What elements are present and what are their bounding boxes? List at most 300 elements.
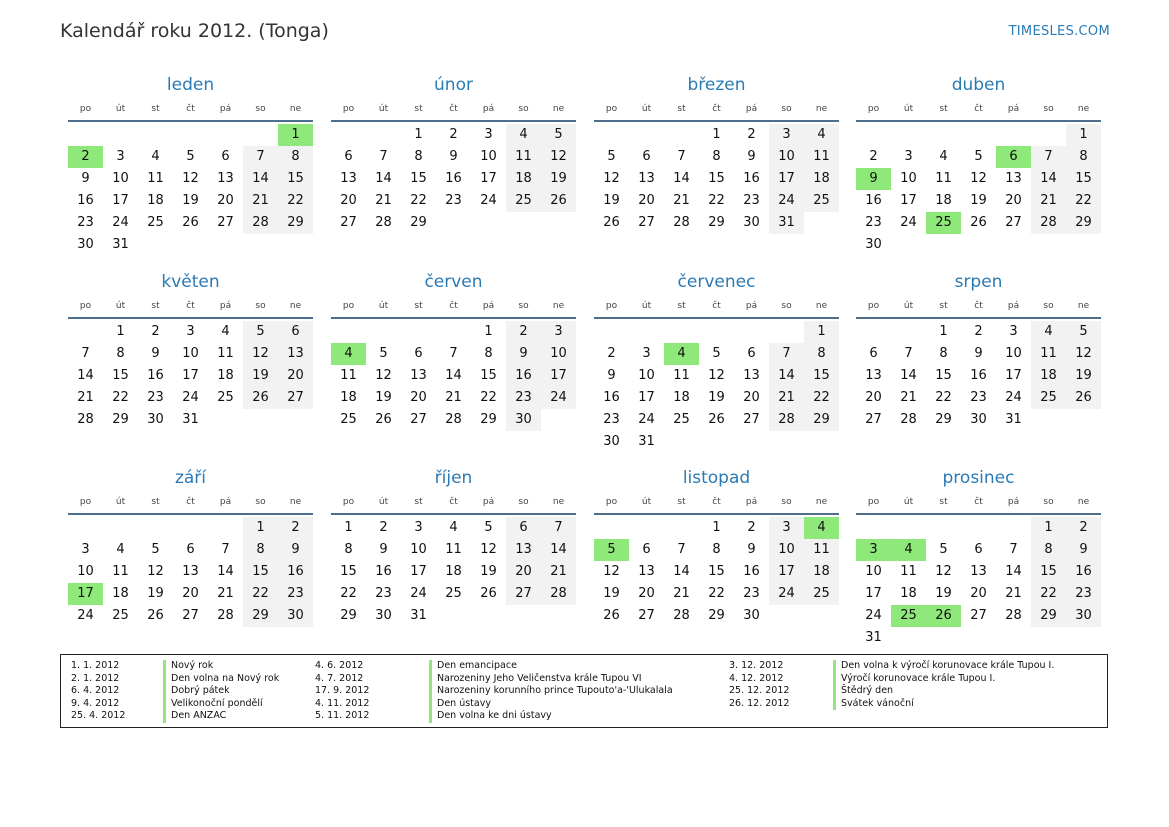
legend-date: 5. 11. 2012 <box>315 710 370 721</box>
day-cell: 7 <box>379 149 388 164</box>
weekday-label: st <box>677 497 686 507</box>
day-cell: 21 <box>217 586 234 601</box>
day-cell: 25 <box>804 190 839 212</box>
day-cell: 15 <box>112 368 129 383</box>
weekday-label: čt <box>974 497 983 507</box>
empty-cell <box>401 321 436 343</box>
day-cell: 8 <box>484 346 493 361</box>
day-cell: 1 <box>1066 124 1101 146</box>
day-cell: 28 <box>769 409 804 431</box>
month-name: březen <box>687 75 746 95</box>
day-cell: 22 <box>1031 583 1066 605</box>
day-cell: 27 <box>410 412 427 427</box>
empty-cell <box>961 517 996 539</box>
day-cell: 13 <box>638 171 655 186</box>
day-cell: 9 <box>379 542 388 557</box>
day-cell: 9 <box>449 149 458 164</box>
day-cell: 7 <box>769 343 804 365</box>
weekday-label: st <box>677 104 686 114</box>
day-cell: 4 <box>1031 321 1066 343</box>
holiday-day-cell: 3 <box>856 539 891 561</box>
month-1 <box>68 72 313 256</box>
day-cell: 28 <box>541 583 576 605</box>
day-cell: 24 <box>900 215 917 230</box>
empty-cell <box>891 517 926 539</box>
month-name: srpen <box>954 272 1003 292</box>
weekday-header <box>594 491 839 515</box>
holiday-day-cell: 25 <box>891 605 926 627</box>
weekday-label: út <box>115 301 126 311</box>
day-cell: 13 <box>340 171 357 186</box>
day-cell: 25 <box>445 586 462 601</box>
legend-date: 25. 12. 2012 <box>729 685 790 696</box>
day-cell: 29 <box>1066 212 1101 234</box>
day-cell: 8 <box>939 346 948 361</box>
day-cell: 21 <box>243 190 278 212</box>
day-cell: 30 <box>147 412 164 427</box>
empty-cell <box>243 124 278 146</box>
empty-cell <box>891 124 926 146</box>
empty-cell <box>208 124 243 146</box>
day-cell: 12 <box>243 343 278 365</box>
day-cell: 8 <box>1031 539 1066 561</box>
day-cell: 21 <box>77 390 94 405</box>
day-cell: 21 <box>769 387 804 409</box>
day-cell: 13 <box>1005 171 1022 186</box>
day-cell: 1 <box>344 520 353 535</box>
day-cell: 15 <box>708 171 725 186</box>
day-cell: 5 <box>186 149 195 164</box>
holiday-day-cell: 25 <box>926 212 961 234</box>
day-cell: 3 <box>1009 324 1018 339</box>
day-cell: 27 <box>865 412 882 427</box>
day-cell: 15 <box>410 171 427 186</box>
day-cell: 24 <box>541 387 576 409</box>
day-cell: 25 <box>340 412 357 427</box>
day-cell: 15 <box>480 368 497 383</box>
legend-date: 17. 9. 2012 <box>315 685 370 696</box>
day-cell: 10 <box>865 564 882 579</box>
day-cell: 17 <box>1005 368 1022 383</box>
day-cell: 16 <box>506 365 541 387</box>
day-cell: 13 <box>410 368 427 383</box>
day-cell: 20 <box>638 193 655 208</box>
day-cell: 17 <box>541 365 576 387</box>
day-cell: 21 <box>900 390 917 405</box>
month-12 <box>856 465 1101 649</box>
day-cell: 14 <box>1005 564 1022 579</box>
day-cell: 26 <box>708 412 725 427</box>
day-cell: 5 <box>1066 321 1101 343</box>
day-cell: 2 <box>379 520 388 535</box>
day-cell: 3 <box>541 321 576 343</box>
day-cell: 11 <box>900 564 917 579</box>
day-cell: 26 <box>480 586 497 601</box>
weekday-header <box>856 295 1101 319</box>
day-grid <box>331 124 576 234</box>
weekday-label: so <box>781 497 792 507</box>
day-cell: 19 <box>603 586 620 601</box>
day-cell: 11 <box>804 539 839 561</box>
day-cell: 20 <box>410 390 427 405</box>
day-cell: 28 <box>900 412 917 427</box>
day-cell: 12 <box>541 146 576 168</box>
legend-date: 9. 4. 2012 <box>71 697 120 709</box>
day-cell: 20 <box>217 193 234 208</box>
day-cell: 11 <box>445 542 462 557</box>
empty-cell <box>856 517 891 539</box>
day-cell: 26 <box>541 190 576 212</box>
day-grid <box>68 124 313 256</box>
day-cell: 10 <box>638 368 655 383</box>
day-cell: 31 <box>1005 412 1022 427</box>
day-cell: 11 <box>1031 343 1066 365</box>
weekday-label: pá <box>482 104 495 114</box>
holiday-day-cell: 9 <box>856 168 891 190</box>
day-cell: 10 <box>112 171 129 186</box>
day-cell: 5 <box>379 346 388 361</box>
day-cell: 9 <box>506 343 541 365</box>
weekday-label: so <box>1043 497 1054 507</box>
day-cell: 8 <box>804 343 839 365</box>
weekday-header <box>68 98 313 122</box>
day-cell: 23 <box>603 412 620 427</box>
weekday-label: so <box>781 104 792 114</box>
weekday-label: čt <box>449 301 458 311</box>
day-cell: 5 <box>607 149 616 164</box>
holiday-day-cell: 4 <box>331 343 366 365</box>
day-cell: 4 <box>506 124 541 146</box>
day-cell: 5 <box>939 542 948 557</box>
day-cell: 9 <box>151 346 160 361</box>
day-cell: 25 <box>506 190 541 212</box>
day-cell: 10 <box>541 343 576 365</box>
day-cell: 1 <box>939 324 948 339</box>
day-cell: 6 <box>869 346 878 361</box>
day-cell: 8 <box>116 346 125 361</box>
day-cell: 7 <box>1009 542 1018 557</box>
day-cell: 8 <box>712 149 721 164</box>
legend-holiday-name: Výročí korunovace krále Tupou I. <box>833 673 995 686</box>
day-cell: 28 <box>375 215 392 230</box>
day-grid <box>331 517 576 627</box>
day-cell: 23 <box>445 193 462 208</box>
legend-holiday-name: Den ústavy <box>429 698 491 711</box>
month-2 <box>331 72 576 234</box>
empty-cell <box>734 321 769 343</box>
day-cell: 16 <box>743 171 760 186</box>
day-cell: 15 <box>804 365 839 387</box>
day-cell: 19 <box>541 168 576 190</box>
empty-cell <box>664 321 699 343</box>
day-cell: 25 <box>217 390 234 405</box>
empty-cell <box>996 517 1031 539</box>
day-cell: 26 <box>375 412 392 427</box>
day-cell: 26 <box>147 608 164 623</box>
month-10 <box>331 465 576 627</box>
legend-holiday-name: Štědrý den <box>833 685 893 698</box>
day-cell: 23 <box>278 583 313 605</box>
day-cell: 26 <box>182 215 199 230</box>
day-cell: 14 <box>769 365 804 387</box>
day-cell: 31 <box>865 630 882 645</box>
day-cell: 17 <box>480 171 497 186</box>
day-cell: 12 <box>1066 343 1101 365</box>
day-cell: 19 <box>375 390 392 405</box>
weekday-label: út <box>641 301 652 311</box>
day-cell: 6 <box>506 517 541 539</box>
month-4 <box>856 72 1101 256</box>
day-cell: 29 <box>340 608 357 623</box>
weekday-label: po <box>605 497 618 507</box>
weekday-label: st <box>414 104 423 114</box>
day-cell: 21 <box>1031 190 1066 212</box>
weekday-label: ne <box>552 104 565 114</box>
day-cell: 10 <box>410 542 427 557</box>
day-cell: 29 <box>112 412 129 427</box>
weekday-label: pá <box>219 104 232 114</box>
legend-row <box>315 685 685 698</box>
weekday-label: po <box>342 301 355 311</box>
empty-cell <box>664 124 699 146</box>
day-cell: 16 <box>445 171 462 186</box>
day-cell: 28 <box>673 215 690 230</box>
day-cell: 20 <box>638 586 655 601</box>
legend-row <box>729 698 1099 711</box>
day-cell: 18 <box>506 168 541 190</box>
day-cell: 3 <box>769 124 804 146</box>
weekday-label: st <box>939 301 948 311</box>
day-cell: 22 <box>278 190 313 212</box>
day-cell: 21 <box>445 390 462 405</box>
day-cell: 17 <box>638 390 655 405</box>
day-cell: 13 <box>182 564 199 579</box>
day-grid <box>594 321 839 453</box>
weekday-label: út <box>641 104 652 114</box>
month-name: prosinec <box>942 468 1015 488</box>
day-cell: 26 <box>603 215 620 230</box>
empty-cell <box>996 124 1031 146</box>
day-cell: 1 <box>712 127 721 142</box>
day-cell: 14 <box>375 171 392 186</box>
day-cell: 8 <box>278 146 313 168</box>
empty-cell <box>68 517 103 539</box>
day-cell: 3 <box>484 127 493 142</box>
day-cell: 24 <box>112 215 129 230</box>
month-name: duben <box>951 75 1006 95</box>
legend-row <box>729 685 1099 698</box>
day-cell: 27 <box>278 387 313 409</box>
day-cell: 2 <box>278 517 313 539</box>
day-cell: 13 <box>865 368 882 383</box>
legend-row <box>315 698 685 711</box>
day-cell: 29 <box>410 215 427 230</box>
weekday-label: út <box>903 301 914 311</box>
day-cell: 22 <box>112 390 129 405</box>
weekday-label: ne <box>1077 104 1090 114</box>
weekday-header <box>68 295 313 319</box>
day-cell: 11 <box>673 368 690 383</box>
weekday-label: čt <box>186 301 195 311</box>
weekday-header <box>331 98 576 122</box>
legend-holiday-name: Den volna ke dni ústavy <box>429 710 552 723</box>
day-cell: 27 <box>1005 215 1022 230</box>
day-grid <box>856 517 1101 649</box>
day-cell: 19 <box>935 586 952 601</box>
day-cell: 18 <box>147 193 164 208</box>
legend-date: 4. 6. 2012 <box>315 660 364 671</box>
weekday-label: st <box>414 497 423 507</box>
day-cell: 24 <box>769 583 804 605</box>
day-cell: 20 <box>865 390 882 405</box>
empty-cell <box>103 124 138 146</box>
empty-cell <box>138 124 173 146</box>
weekday-label: so <box>518 497 529 507</box>
day-cell: 13 <box>970 564 987 579</box>
weekday-label: so <box>255 301 266 311</box>
day-cell: 7 <box>81 346 90 361</box>
day-cell: 9 <box>81 171 90 186</box>
weekday-label: ne <box>1077 301 1090 311</box>
weekday-label: po <box>79 301 92 311</box>
day-cell: 17 <box>112 193 129 208</box>
day-cell: 15 <box>340 564 357 579</box>
empty-cell <box>629 321 664 343</box>
day-cell: 23 <box>375 586 392 601</box>
day-cell: 25 <box>1031 387 1066 409</box>
day-cell: 19 <box>147 586 164 601</box>
day-cell: 3 <box>904 149 913 164</box>
empty-cell <box>173 124 208 146</box>
weekday-header <box>856 98 1101 122</box>
day-cell: 17 <box>769 168 804 190</box>
day-cell: 20 <box>182 586 199 601</box>
day-grid <box>856 321 1101 431</box>
month-8 <box>856 269 1101 431</box>
day-cell: 14 <box>77 368 94 383</box>
empty-cell <box>699 321 734 343</box>
day-cell: 19 <box>603 193 620 208</box>
day-cell: 11 <box>506 146 541 168</box>
holiday-day-cell: 4 <box>664 343 699 365</box>
day-cell: 19 <box>970 193 987 208</box>
day-cell: 19 <box>708 390 725 405</box>
day-cell: 29 <box>708 608 725 623</box>
day-cell: 6 <box>974 542 983 557</box>
weekday-header <box>331 295 576 319</box>
day-cell: 16 <box>603 390 620 405</box>
weekday-label: so <box>518 301 529 311</box>
day-cell: 5 <box>243 321 278 343</box>
day-cell: 5 <box>484 520 493 535</box>
day-cell: 23 <box>77 215 94 230</box>
legend-holiday-name: Narozeniny korunního prince Tupouto'a-'Ulukalala <box>429 685 673 698</box>
day-cell: 12 <box>480 542 497 557</box>
empty-cell <box>961 124 996 146</box>
day-cell: 21 <box>1005 586 1022 601</box>
legend-row <box>315 660 685 673</box>
day-cell: 19 <box>182 193 199 208</box>
weekday-label: pá <box>1007 104 1020 114</box>
day-cell: 24 <box>77 608 94 623</box>
day-cell: 27 <box>743 412 760 427</box>
day-cell: 10 <box>769 539 804 561</box>
weekday-label: ne <box>1077 497 1090 507</box>
day-cell: 2 <box>151 324 160 339</box>
day-cell: 27 <box>217 215 234 230</box>
legend-date: 25. 4. 2012 <box>71 710 126 721</box>
weekday-label: pá <box>482 497 495 507</box>
empty-cell <box>208 517 243 539</box>
weekday-label: po <box>867 301 880 311</box>
day-cell: 30 <box>970 412 987 427</box>
day-cell: 27 <box>638 215 655 230</box>
legend-row <box>315 673 685 686</box>
day-cell: 12 <box>603 564 620 579</box>
holiday-day-cell: 1 <box>278 124 313 146</box>
day-cell: 4 <box>804 124 839 146</box>
legend-row <box>729 673 1099 686</box>
day-cell: 29 <box>708 215 725 230</box>
empty-cell <box>138 517 173 539</box>
day-cell: 16 <box>1066 561 1101 583</box>
weekday-label: so <box>1043 301 1054 311</box>
day-cell: 10 <box>769 146 804 168</box>
day-cell: 20 <box>743 390 760 405</box>
day-cell: 26 <box>243 387 278 409</box>
day-cell: 23 <box>970 390 987 405</box>
month-5 <box>68 269 313 431</box>
weekday-label: st <box>151 104 160 114</box>
day-cell: 23 <box>743 193 760 208</box>
day-cell: 11 <box>340 368 357 383</box>
day-cell: 16 <box>278 561 313 583</box>
weekday-label: út <box>378 301 389 311</box>
day-cell: 18 <box>217 368 234 383</box>
brand-link[interactable]: TIMESLES.COM <box>1008 24 1110 39</box>
day-cell: 30 <box>278 605 313 627</box>
weekday-label: pá <box>1007 301 1020 311</box>
legend-date: 6. 4. 2012 <box>71 685 120 696</box>
legend-holiday-name: Svátek vánoční <box>833 698 914 711</box>
weekday-label: po <box>867 104 880 114</box>
holiday-day-cell: 4 <box>804 517 839 539</box>
day-cell: 22 <box>243 583 278 605</box>
weekday-label: st <box>939 497 948 507</box>
empty-cell <box>891 321 926 343</box>
empty-cell <box>926 517 961 539</box>
day-cell: 31 <box>112 237 129 252</box>
day-cell: 2 <box>449 127 458 142</box>
day-cell: 5 <box>712 346 721 361</box>
day-cell: 14 <box>673 171 690 186</box>
weekday-label: út <box>903 104 914 114</box>
holiday-day-cell: 6 <box>996 146 1031 168</box>
day-cell: 28 <box>1031 212 1066 234</box>
day-cell: 7 <box>677 149 686 164</box>
day-cell: 14 <box>1031 168 1066 190</box>
day-cell: 3 <box>81 542 90 557</box>
day-cell: 25 <box>112 608 129 623</box>
day-cell: 22 <box>935 390 952 405</box>
day-cell: 7 <box>904 346 913 361</box>
weekday-label: ne <box>289 301 302 311</box>
empty-cell <box>594 321 629 343</box>
day-cell: 18 <box>900 586 917 601</box>
day-cell: 14 <box>217 564 234 579</box>
day-cell: 4 <box>449 520 458 535</box>
day-cell: 26 <box>603 608 620 623</box>
